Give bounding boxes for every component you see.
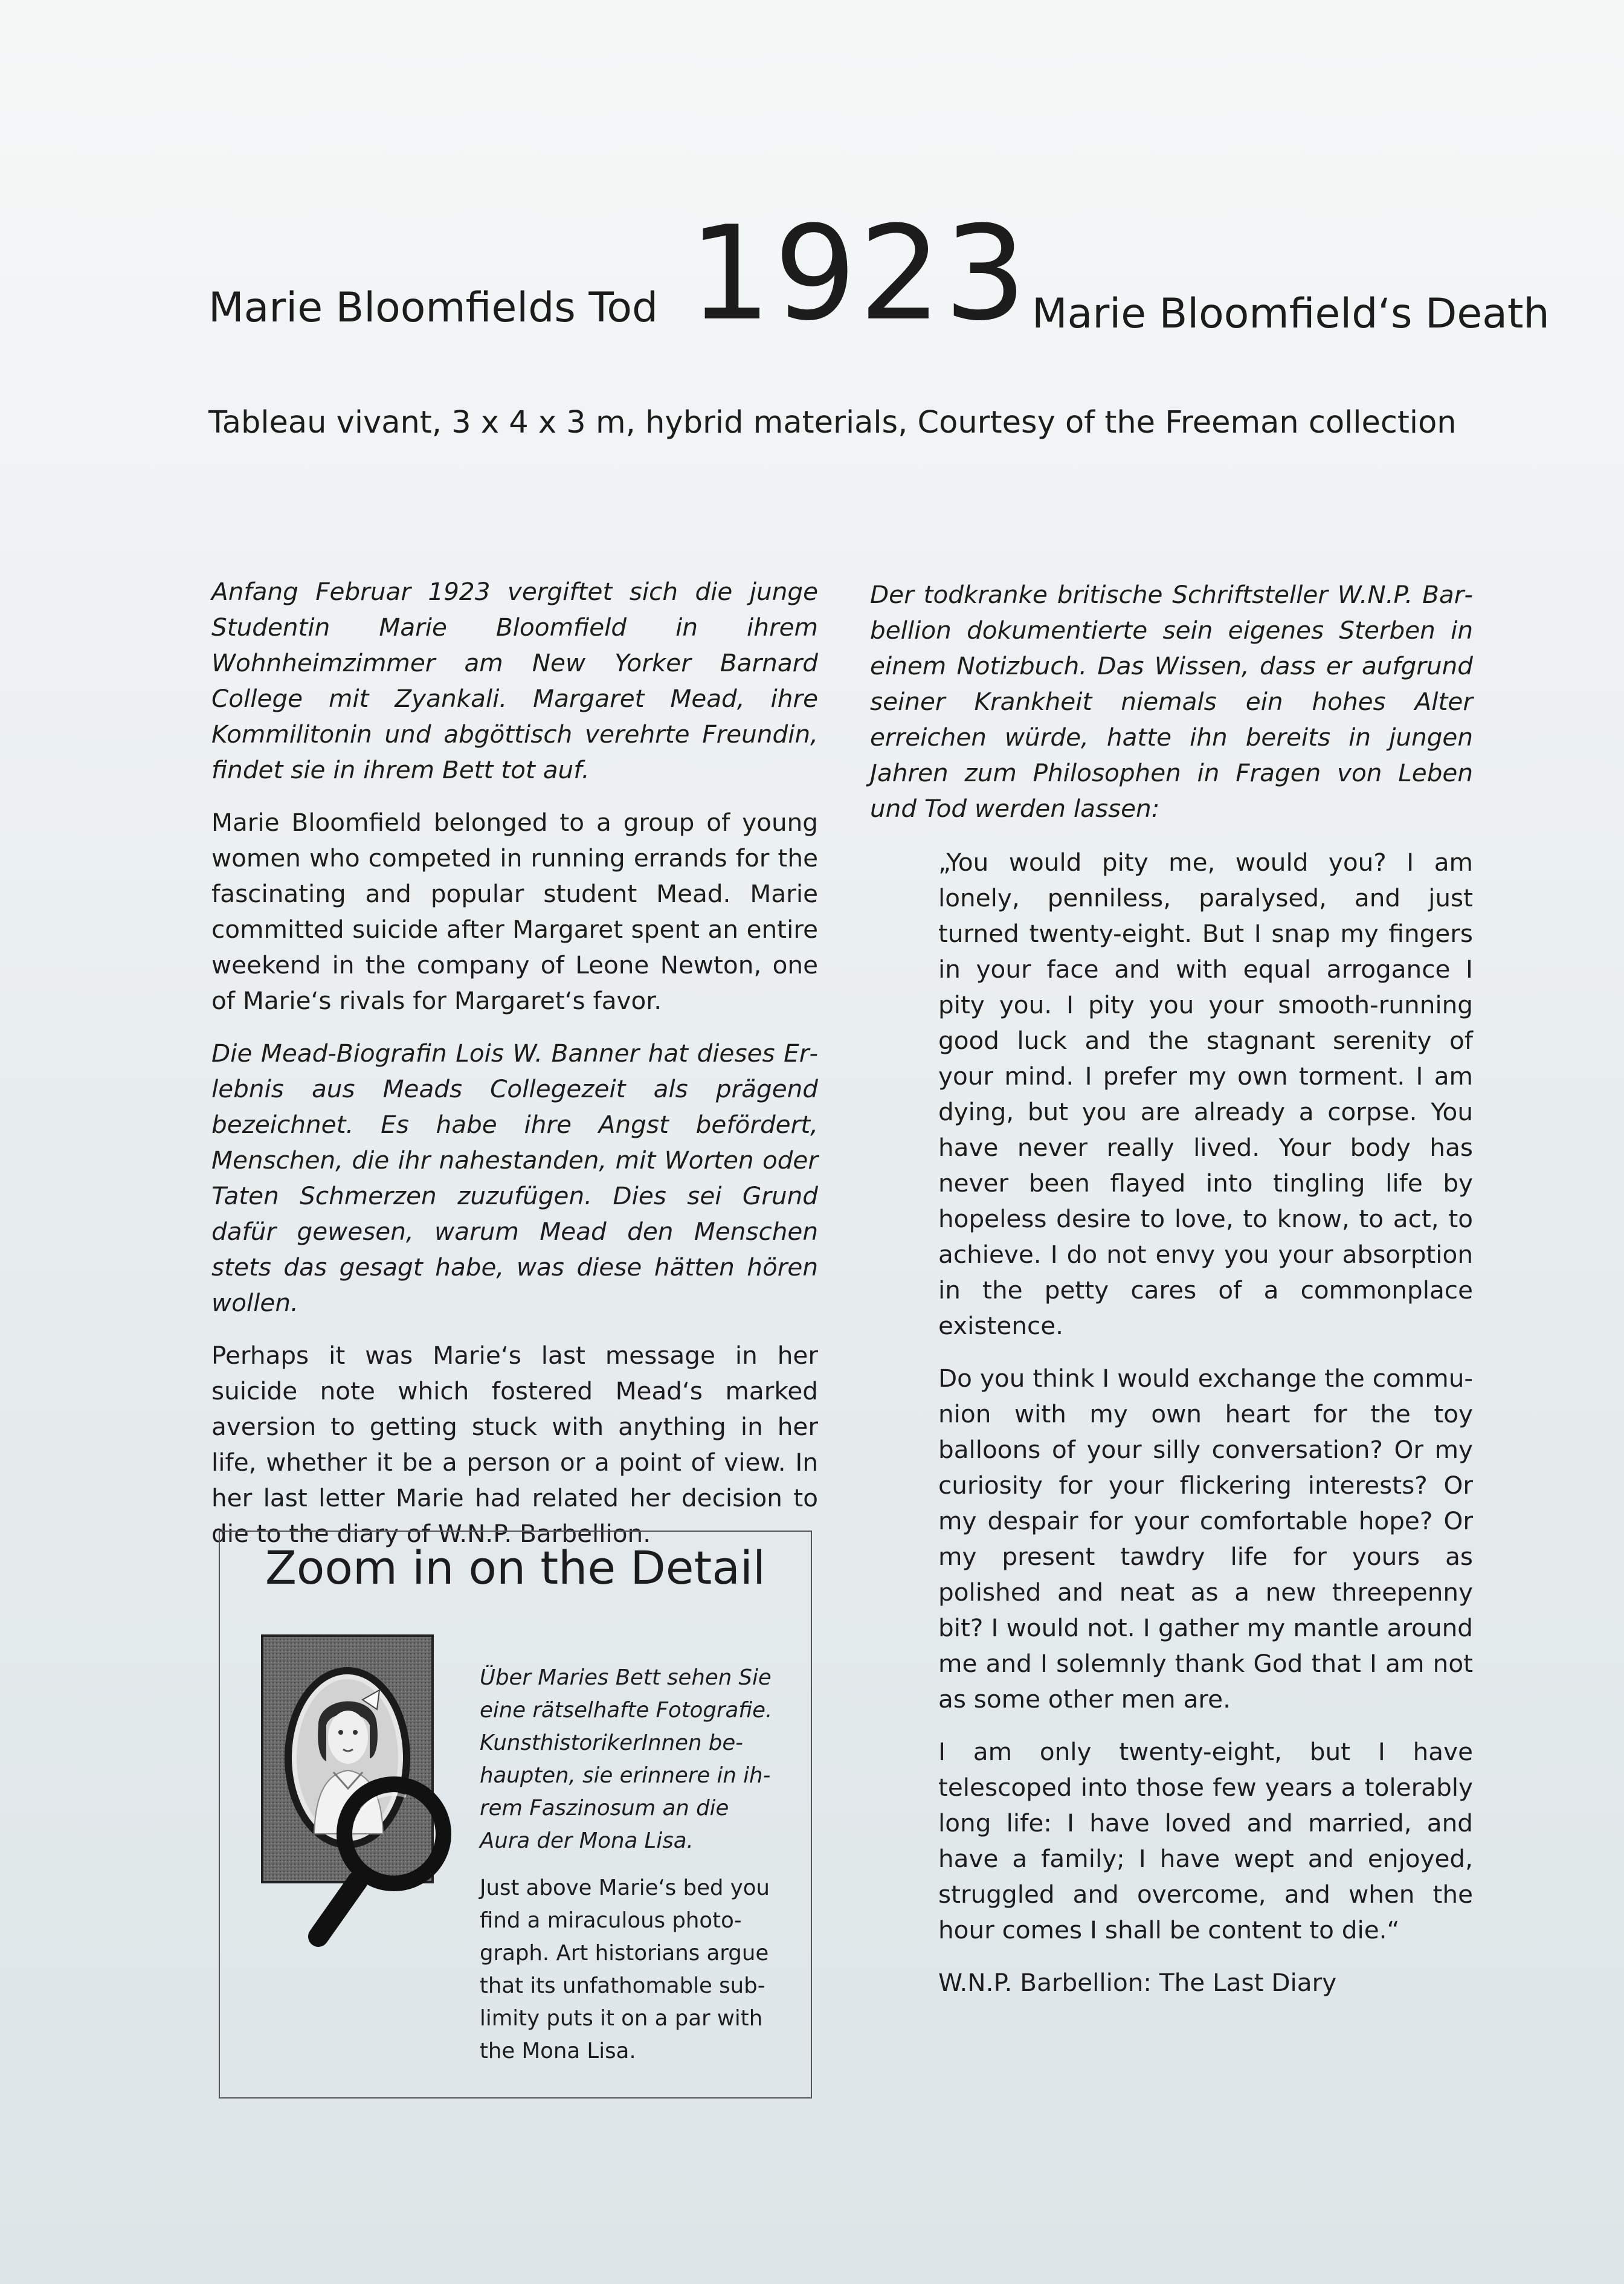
- portrait-photo-with-magnifier: [261, 1634, 454, 1975]
- detail-text-german: Über Maries Bett sehen Sie eine rätselhafte Fotografie. KunsthistorikerInnen behaupten, sie erinnere in ihrem Faszinosum an die Aura der Mona Lisa.: [480, 1665, 773, 1853]
- title-german: Marie Bloomfields Tod: [208, 284, 659, 332]
- quote-paragraph-1: „You would pity me, would you? I am lonely, penniless, paralysed, and just turned twenty-eight. But I snap my fingers in your face and with equal arrogance I pity you. I pity you your smooth-running good luck and the stagnant serenity of your mind. I prefer my own torment. I am dying, but you are already a corpse. You have never really lived. Your body has never been flayed into tingling life by hopeless desire to love, to know, to act, to achieve. I do not envy you your absorption in the petty cares of a commonplace existence.: [938, 848, 1473, 1340]
- paragraph-english-suicide-note: Perhaps it was Marie‘s last message in her suicide note which fostered Mead‘s marked aversion to getting stuck with anything in her life, whether it be a person or a point of view. In her last letter Marie had related her decision to die to the diary of W.N.P. Barbellion.: [211, 1341, 818, 1548]
- magnifying-glass-icon: [261, 1634, 454, 1973]
- year-heading: 1923: [689, 198, 1030, 349]
- quote-attribution: W.N.P. Barbellion: The Last Diary: [938, 1968, 1337, 1997]
- subtitle: Tableau vivant, 3 x 4 x 3 m, hybrid materials, Courtesy of the Freeman collection: [208, 405, 1457, 440]
- detail-title: Zoom in on the Detail: [265, 1541, 766, 1595]
- detail-text: [480, 1662, 776, 2068]
- quote-paragraph-2: Do you think I would exchange the communion with my own heart for the toy balloons of your silly conversation? Or my curiosity for your flickering interests? Or my despair for your comfortable hope? Or my present tawdry life for yours as polished and neat as a new threepenny bit? I would not. I gather my mantle around me and I solemnly thank God that I am not as some other men are.: [938, 1364, 1473, 1714]
- paragraph-german-barbellion: Der todkranke britische Schriftsteller W.N.P. Barbellion dokumentierte sein eigenes Sterben in einem Notizbuch. Das Wissen, dass er aufgrund seiner Krankheit niemals ein hohes Alter erreichen würde, hatte ihn bereits in jungen Jahren zum Philosophen in Fragen von Leben und Tod werden lassen:: [870, 580, 1473, 823]
- quote-paragraph-3: I am only twenty-eight, but I have telescoped into those few years a tolerably long life: I have loved and married, and have a family; I have wept and enjoyed, struggled and overcome, and when the hour comes I shall be content to die.“: [938, 1737, 1473, 1944]
- paragraph-german-intro: Anfang Februar 1923 vergiftet sich die junge Studentin Marie Bloomfield in ihrem Wohnheimzimmer am New Yorker Barnard College mit Zyankali. Margaret Mead, ihre Kommilitonin und abgöttisch verehrte Freundin, findet sie in ihrem Bett tot auf.: [211, 577, 818, 784]
- paragraph-english-intro: Marie Bloomfield belonged to a group of young women who competed in running errands for the fascinating and popular student Mead. Marie committed suicide after Margaret spent an entire weekend in the company of Leone Newton, one of Marie‘s rivals for Margaret‘s favor.: [211, 808, 818, 1015]
- right-column: [870, 577, 1473, 2001]
- zoom-detail-box: [219, 1531, 812, 2099]
- left-column: [211, 574, 818, 1552]
- title-english: Marie Bloomfield‘s Death: [1032, 290, 1550, 338]
- paragraph-german-biographer: Die Mead-Biografin Lois W. Banner hat dieses Erlebnis aus Meads Collegezeit als prägend bezeichnet. Es habe ihre Angst befördert, Menschen, die ihr nahestanden, mit Worten oder Taten Schmerzen zuzufügen. Dies sei Grund dafür gewesen, warum Mead den Menschen stets das gesagt habe, was diese hätten hören wollen.: [211, 1039, 818, 1317]
- detail-text-english: Just above Marie‘s bed you find a miraculous photograph. Art historians argue that its unfathomable sublimity puts it on a par with the Mona Lisa.: [480, 1876, 770, 2063]
- barbellion-quote: [938, 845, 1473, 2001]
